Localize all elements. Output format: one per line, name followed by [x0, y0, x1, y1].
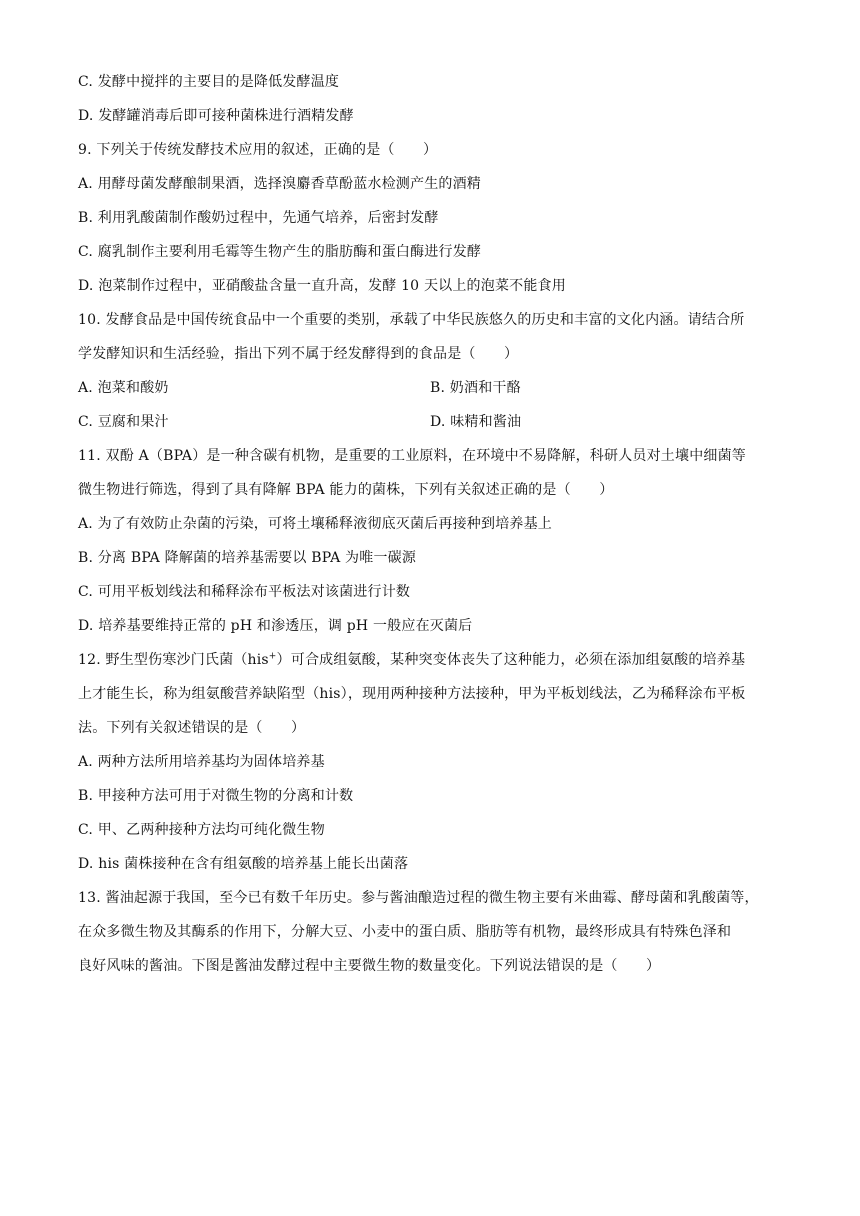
q9-option-c: C. 腐乳制作主要利用毛霉等生物产生的脂肪酶和蛋白酶进行发酵: [78, 244, 482, 260]
q12-stem-line3: 法。下列有关叙述错误的是（ ）: [78, 720, 306, 736]
q8-option-c: C. 发酵中搅拌的主要目的是降低发酵温度: [78, 74, 340, 90]
his-plus-superscript: +: [268, 651, 277, 662]
q12-stem-line2: 上才能生长，称为组氨酸营养缺陷型（his），现用两种接种方法接种，甲为平板划线法，乙为稀释涂布平板: [78, 686, 746, 702]
q13-stem-line1: 13. 酱油起源于我国，至今已有数千年历史。参与酱油酿造过程的微生物主要有米曲霉、酵母菌和乳酸菌等，: [78, 890, 759, 906]
q11-option-a: A. 为了有效防止杂菌的污染，可将土壤稀释液彻底灭菌后再接种到培养基上: [78, 516, 553, 532]
q11-option-c: C. 可用平板划线法和稀释涂布平板法对该菌进行计数: [78, 584, 411, 600]
q12-option-d: D. his 菌株接种在含有组氨酸的培养基上能长出菌落: [78, 856, 409, 872]
q10-option-a: A. 泡菜和酸奶: [78, 380, 169, 396]
q12-option-c: C. 甲、乙两种接种方法均可纯化微生物: [78, 822, 325, 838]
q12-option-a: A. 两种方法所用培养基均为固体培养基: [78, 754, 325, 770]
q11-stem-line1: 11. 双酚 A（BPA）是一种含碳有机物，是重要的工业原料，在环境中不易降解，科研人员对土壤中细菌等: [78, 448, 747, 464]
q11-option-b: B. 分离 BPA 降解菌的培养基需要以 BPA 为唯一碳源: [78, 550, 417, 566]
q8-option-d: D. 发酵罐消毒后即可接种菌株进行酒精发酵: [78, 108, 354, 124]
q12-stem-line1: [78, 650, 745, 670]
q9-option-a: A. 用酵母菌发酵酿制果酒，选择溴麝香草酚蓝水检测产生的酒精: [78, 176, 482, 192]
q9-option-d: D. 泡菜制作过程中，亚硝酸盐含量一直升高，发酵 10 天以上的泡菜不能食用: [78, 278, 566, 294]
q12-option-b: B. 甲接种方法可用于对微生物的分离和计数: [78, 788, 354, 804]
q10-option-d: D. 味精和酱油: [430, 414, 522, 430]
q9-stem: 9. 下列关于传统发酵技术应用的叙述，正确的是（ ）: [78, 142, 438, 158]
q12-stem-line1-pre: 12. 野生型伤寒沙门氏菌（his: [78, 652, 269, 668]
q10-option-b: B. 奶酒和干酪: [430, 380, 521, 396]
q10-stem-line1: 10. 发酵食品是中国传统食品中一个重要的类别，承载了中华民族悠久的历史和丰富的文化内涵。请结合所: [78, 312, 745, 328]
q10-stem-line2: 学发酵知识和生活经验，指出下列不属于经发酵得到的食品是（ ）: [78, 346, 519, 362]
q13-stem-line3: 良好风味的酱油。下图是酱油发酵过程中主要微生物的数量变化。下列说法错误的是（ ）: [78, 958, 661, 974]
q13-stem-line2: 在众多微生物及其酶系的作用下，分解大豆、小麦中的蛋白质、脂肪等有机物，最终形成具有特殊色泽和: [78, 924, 732, 940]
q9-option-b: B. 利用乳酸菌制作酸奶过程中，先通气培养，后密封发酵: [78, 210, 439, 226]
q12-stem-line1-post: ）可合成组氨酸，某种突变体丧失了这种能力，必须在添加组氨酸的培养基: [276, 652, 746, 668]
q11-stem-line2: 微生物进行筛选，得到了具有降解 BPA 能力的菌株，下列有关叙述正确的是（ ）: [78, 482, 614, 498]
q11-option-d: D. 培养基要维持正常的 pH 和渗透压，调 pH 一般应在灭菌后: [78, 618, 473, 634]
q10-option-c: C. 豆腐和果汁: [78, 414, 169, 430]
